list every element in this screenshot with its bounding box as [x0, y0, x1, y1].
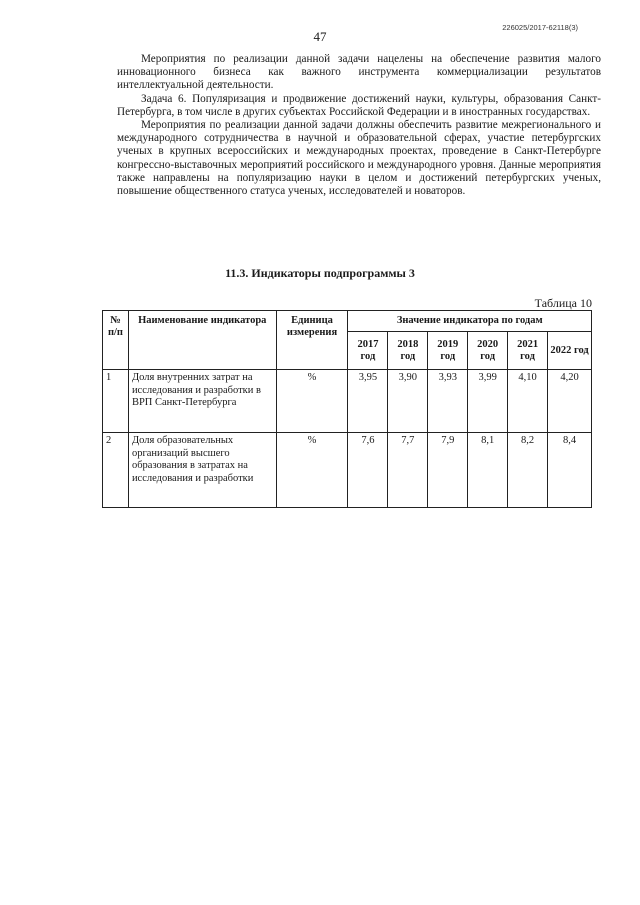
- table-label: Таблица 10: [534, 296, 592, 310]
- body-text: [117, 53, 601, 198]
- indicator-value: 3,99: [468, 370, 508, 433]
- table-row: [103, 433, 592, 508]
- year-header: 2020 год: [468, 332, 508, 370]
- indicator-value: 8,4: [548, 433, 592, 508]
- indicator-value: 7,9: [428, 433, 468, 508]
- indicator-value: 7,7: [388, 433, 428, 508]
- column-header-name: Наименование индикатора: [128, 311, 276, 370]
- year-header: 2017 год: [348, 332, 388, 370]
- indicator-value: 4,20: [548, 370, 592, 433]
- indicator-value: 3,90: [388, 370, 428, 433]
- section-title: 11.3. Индикаторы подпрограммы 3: [225, 266, 415, 280]
- indicator-unit: %: [276, 433, 348, 508]
- indicators-table: [102, 310, 592, 508]
- indicator-name: Доля образовательных организаций высшего образования в затратах на исследования и разработки: [128, 433, 276, 508]
- year-header: 2018 год: [388, 332, 428, 370]
- page-number: 47: [313, 29, 327, 44]
- indicator-value: 8,1: [468, 433, 508, 508]
- indicator-value: 8,2: [508, 433, 548, 508]
- column-header-values: Значение индикатора по годам: [348, 311, 592, 332]
- paragraph: Мероприятия по реализации данной задачи нацелены на обеспечение развития малого инновационного бизнеса как важного инструмента коммерциализации результатов интеллектуальной деятельности.: [117, 53, 601, 92]
- indicator-value: 3,95: [348, 370, 388, 433]
- year-header: 2022 год: [548, 332, 592, 370]
- indicator-name: Доля внутренних затрат на исследования и разработки в ВРП Санкт-Петербурга: [128, 370, 276, 433]
- column-header-unit: Единица измерения: [276, 311, 348, 370]
- table-row: [103, 370, 592, 433]
- row-number: 2: [103, 433, 129, 508]
- document-id: 226025/2017-62118(3): [502, 23, 578, 32]
- indicator-value: 7,6: [348, 433, 388, 508]
- paragraph: Задача 6. Популяризация и продвижение достижений науки, культуры, образования Санкт-Петербурга, в том числе в других субъектах Российской Федерации и в иностранных государствах.: [117, 92, 601, 118]
- row-number: 1: [103, 370, 129, 433]
- indicator-value: 3,93: [428, 370, 468, 433]
- column-header-number: № п/п: [103, 311, 129, 370]
- indicator-unit: %: [276, 370, 348, 433]
- indicator-value: 4,10: [508, 370, 548, 433]
- paragraph: Мероприятия по реализации данной задачи должны обеспечить развитие межрегионального и международного сотрудничества в научной и образовательной сферах, участие петербургских ученых в крупных всероссийских и международных проектах, проведение в Санкт-Петербурге конгрессно-выставочных мероприятий российского и международного уровня. Данные мероприятия также направлены на популяризацию науки в целом и достижений петербургских ученых, повышение общественного статуса ученых, исследователей и новаторов.: [117, 119, 601, 198]
- year-header: 2019 год: [428, 332, 468, 370]
- year-header: 2021 год: [508, 332, 548, 370]
